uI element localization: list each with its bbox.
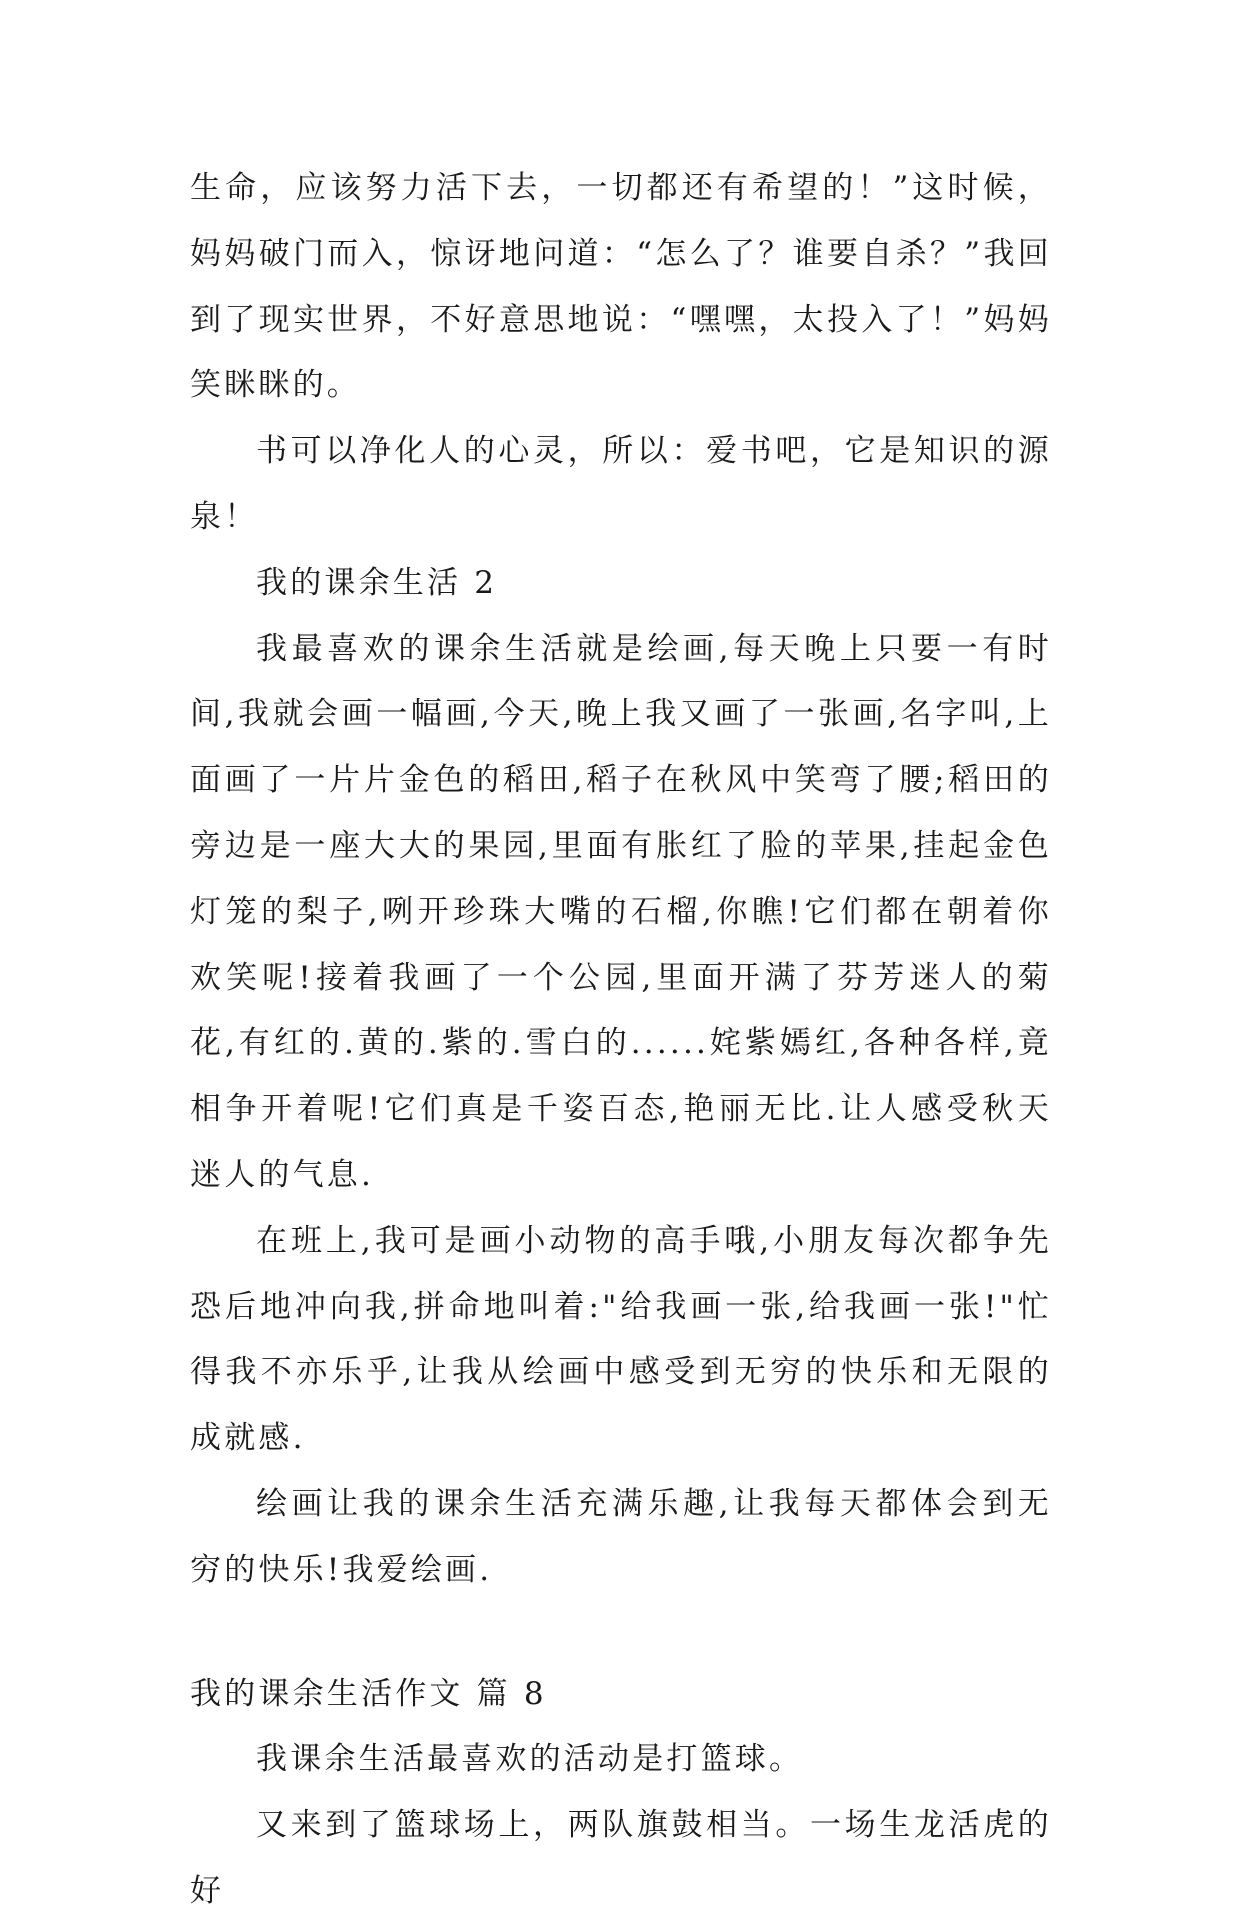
section-spacer xyxy=(190,1604,1052,1662)
paragraph-painting-conclusion: 绘画让我的课余生活充满乐趣,让我每天都体会到无穷的快乐!我爱绘画. xyxy=(190,1485,1052,1588)
section-8-title: 我的课余生活作文 篇 8 xyxy=(190,1675,547,1712)
document-body xyxy=(190,156,1052,1925)
paragraph-closing-line: 书可以净化人的心灵，所以：爱书吧，它是知识的源泉！ xyxy=(190,433,1052,535)
paragraph-painting-in-class: 在班上,我可是画小动物的高手哦,小朋友每次都争先恐后地冲向我,拼命地叫着:"给我画一张,给我画一张!"忙得我不亦乐乎,让我从绘画中感受到无穷的快乐和无限的成就感. xyxy=(190,1222,1052,1457)
paragraph-painting-description: 我最喜欢的课余生活就是绘画,每天晚上只要一有时间,我就会画一幅画,今天,晚上我又画了一张画,名字叫,上面画了一片片金色的稻田,稻子在秋风中笑弯了腰;稻田的旁边是一座大大的果园,里面有胀红了脸的苹果,挂起金色灯笼的梨子,咧开珍珠大嘴的石榴,你瞧!它们都在朝着你欢笑呢!接着我画了一个公园,里面开满了芬芳迷人的菊花,有红的.黄的.紫的.雪白的......姹紫嫣红,各种各样,竟相争开着呢!它们真是千姿百态,艳丽无比.让人感受秋天迷人的气息. xyxy=(190,630,1052,1193)
paragraph-basketball-game: 又来到了篮球场上，两队旗鼓相当。一场生龙活虎的好 xyxy=(190,1807,1052,1909)
paragraph-continuation: 生命，应该努力活下去，一切都还有希望的！”这时候，妈妈破门而入，惊讶地问道：“怎么了？谁要自杀？”我回到了现实世界，不好意思地说：“嘿嘿，太投入了！”妈妈笑眯眯的。 xyxy=(190,170,1052,404)
essay-2-heading: 我的课余生活 2 xyxy=(256,564,498,601)
paragraph-basketball-intro: 我课余生活最喜欢的活动是打篮球。 xyxy=(256,1741,804,1778)
